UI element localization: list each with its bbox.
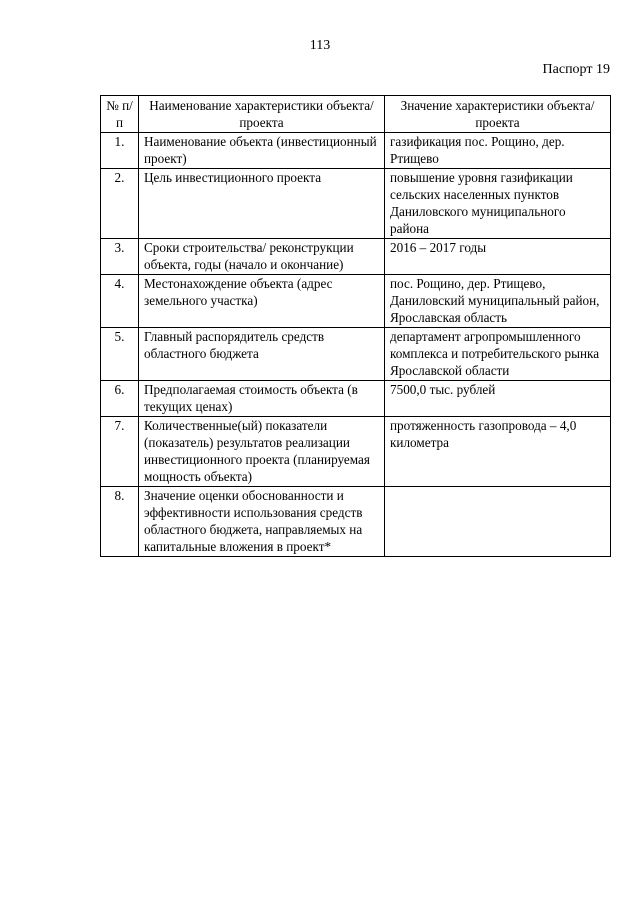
row-value: протяженность газопровода – 4,0 километра	[385, 417, 611, 487]
row-value: пос. Рощино, дер. Ртищево, Даниловский муниципальный район, Ярославская область	[385, 275, 611, 328]
header-name: Наименование характеристики объекта/проекта	[139, 96, 385, 133]
row-value: департамент агропромышленного комплекса и потребительского рынка Ярославской области	[385, 328, 611, 381]
row-value: газификация пос. Рощино, дер. Ртищево	[385, 133, 611, 169]
row-value: 2016 – 2017 годы	[385, 239, 611, 275]
row-name: Предполагаемая стоимость объекта (в текущих ценах)	[139, 381, 385, 417]
header-value: Значение характеристики объекта/проекта	[385, 96, 611, 133]
row-num: 3.	[101, 239, 139, 275]
row-name: Сроки строительства/ реконструкции объекта, годы (начало и окончание)	[139, 239, 385, 275]
row-name: Значение оценки обоснованности и эффективности использования средств областного бюджета, направляемых на капитальные вложения в проект*	[139, 487, 385, 557]
page-number: 113	[309, 38, 331, 53]
row-name: Главный распорядитель средств областного бюджета	[139, 328, 385, 381]
header-num: № п/п	[101, 96, 139, 133]
row-value: 7500,0 тыс. рублей	[385, 381, 611, 417]
row-name: Количественные(ый) показатели (показатель) результатов реализации инвестиционного проекта (планируемая мощность объекта)	[139, 417, 385, 487]
row-name: Местонахождение объекта (адрес земельного участка)	[139, 275, 385, 328]
table-row	[101, 328, 611, 381]
row-num: 7.	[101, 417, 139, 487]
row-num: 8.	[101, 487, 139, 557]
table-row	[101, 487, 611, 557]
passport-label: Паспорт 19	[542, 62, 610, 77]
row-num: 4.	[101, 275, 139, 328]
passport-table	[100, 95, 611, 557]
table-header-row	[101, 96, 611, 133]
table-row	[101, 417, 611, 487]
table-row	[101, 239, 611, 275]
row-num: 1.	[101, 133, 139, 169]
table-row	[101, 275, 611, 328]
row-name: Цель инвестиционного проекта	[139, 169, 385, 239]
table-row	[101, 133, 611, 169]
table-row	[101, 381, 611, 417]
row-value	[385, 487, 611, 557]
row-name: Наименование объекта (инвестиционный проект)	[139, 133, 385, 169]
row-num: 6.	[101, 381, 139, 417]
row-num: 5.	[101, 328, 139, 381]
row-value: повышение уровня газификации сельских населенных пунктов Даниловского муниципального района	[385, 169, 611, 239]
table-row	[101, 169, 611, 239]
row-num: 2.	[101, 169, 139, 239]
